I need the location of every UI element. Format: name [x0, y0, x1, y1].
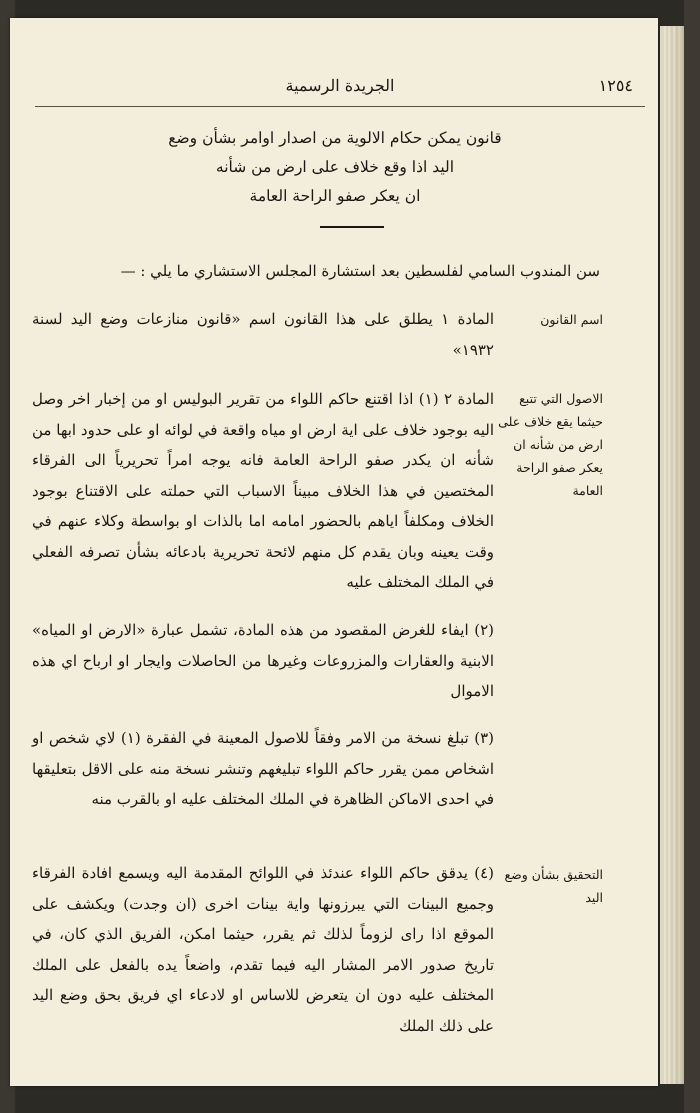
- page-number: ١٢٥٤: [598, 76, 633, 95]
- law-title: [100, 124, 570, 211]
- article-2-clause-4: (٤) يدقق حاكم اللواء عندئذ في اللوائح المقدمة اليه ويسمع افادة الفرقاء وجميع البينات التي يبرزونها واية بينات اخرى (ان وجدت) ويكشف على الموقع اذا راى لزوماً لذلك ثم يقرر، حيثما امكن، الفريق الذي كان، في تاريخ صدور الامر المشار اليه فيما تقدم، واضعاً يده بالفعل على الملك المختلف عليه دون ان يتعرض للاساس او لادعاء اي فريق بحق وضع اليد على ذلك الملك: [32, 864, 494, 1035]
- article-2-clause-2: (٢) ايفاء للغرض المقصود من هذه المادة، تشمل عبارة «الارض او المياه» الابنية والعقارات والمزروعات وغيرها من الحاصلات وايجار او ارباح اي هذه الاموال: [32, 621, 494, 700]
- law-title-line-1: قانون يمكن حكام الالوية من اصدار اوامر بشأن وضع: [168, 129, 502, 147]
- page-stack-edge: [660, 26, 684, 1084]
- title-divider: [320, 226, 384, 228]
- article-2-clause-1: المادة ٢ (١) اذا اقتنع حاكم اللواء من تقرير البوليس او من إخبار اخر وصل اليه بوجود خلاف على اية ارض او مياه واقعة في لوائه او على حدود ابها من شأنه ان يكدر صفو الراحة العامة فانه يوجه امراً تحريرياً الى الفرقاء المختصين في هذا الخلاف مبيناً الاسباب التي حملته على الاقتناع بوجود الخلاف ومكلفاً اياهم بالحضور امامه اما بالذات او بواسطة وكلاء عنهم في وقت يعينه وبان يقدم كل منهم لائحة تحريرية بادعائه بشأن تصرفه الفعلي في الملك المختلف عليه: [32, 390, 494, 591]
- article-1: المادة ١ يطلق على هذا القانون اسم «قانون منازعات وضع اليد لسنة ١٩٣٢»: [32, 310, 494, 359]
- article-2-clause-3: (٣) تبلغ نسخة من الامر وفقاً للاصول المعينة في الفقرة (١) لاي شخص او اشخاص ممن يقرر حاكم اللواء تبليغهم وتنشر نسخة منه على الاقل بتعليقها في احدى الاماكن الظاهرة في الملك المختلف عليه او بالقرب منه: [32, 729, 494, 808]
- running-title: الجريدة الرسمية: [285, 76, 395, 95]
- preamble: سن المندوب السامي لفلسطين بعد استشارة المجلس الاستشاري ما يلي : —: [120, 262, 600, 280]
- margin-note-investigation: التحقيق بشأن وضع اليد: [504, 867, 603, 905]
- book-edge-strip: [684, 0, 700, 1113]
- law-title-line-3: ان يعكر صفو الراحة العامة: [249, 187, 421, 205]
- page-header: [35, 72, 645, 107]
- law-title-line-2: اليد اذا وقع خلاف على ارض من شأنه: [215, 158, 455, 176]
- gazette-page: [10, 18, 658, 1086]
- margin-note-short-title: اسم القانون: [540, 312, 603, 327]
- margin-note-procedure: الاصول التي تتبع حيثما يقع خلاف على ارض من شأنه ان يعكر صفو الراحة العامة: [498, 391, 603, 498]
